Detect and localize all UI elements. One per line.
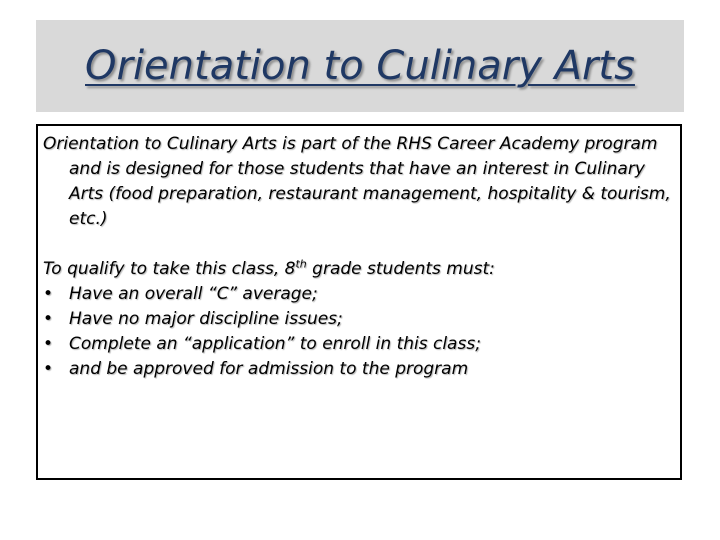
qualify-superscript: th xyxy=(295,257,307,271)
qualify-heading xyxy=(43,257,676,282)
slide-title: Orientation to Culinary Arts xyxy=(85,43,635,89)
qualify-text-before: To qualify to take this class, 8 xyxy=(43,259,296,279)
requirement-item xyxy=(43,307,676,332)
requirement-text: Have no major discipline issues; xyxy=(69,309,343,329)
requirement-item xyxy=(43,282,676,307)
requirements-list xyxy=(43,282,676,382)
qualify-text-after: grade students must: xyxy=(306,259,495,279)
bullet-icon: • xyxy=(43,284,54,304)
content-box xyxy=(36,124,682,480)
requirement-text: Complete an “application” to enroll in this class; xyxy=(69,334,481,354)
bullet-icon: • xyxy=(43,309,54,329)
intro-paragraph: Orientation to Culinary Arts is part of the RHS Career Academy program and is designed for those students that have an interest in Culinary Arts (food preparation, restaurant management, hospitality & tourism, etc.) xyxy=(43,134,671,229)
bullet-icon: • xyxy=(43,334,54,354)
title-banner xyxy=(36,20,684,112)
requirement-item xyxy=(43,332,676,357)
requirement-text: Have an overall “C” average; xyxy=(69,284,318,304)
requirement-text: and be approved for admission to the program xyxy=(69,359,469,379)
bullet-icon: • xyxy=(43,359,54,379)
requirement-item xyxy=(43,357,676,382)
